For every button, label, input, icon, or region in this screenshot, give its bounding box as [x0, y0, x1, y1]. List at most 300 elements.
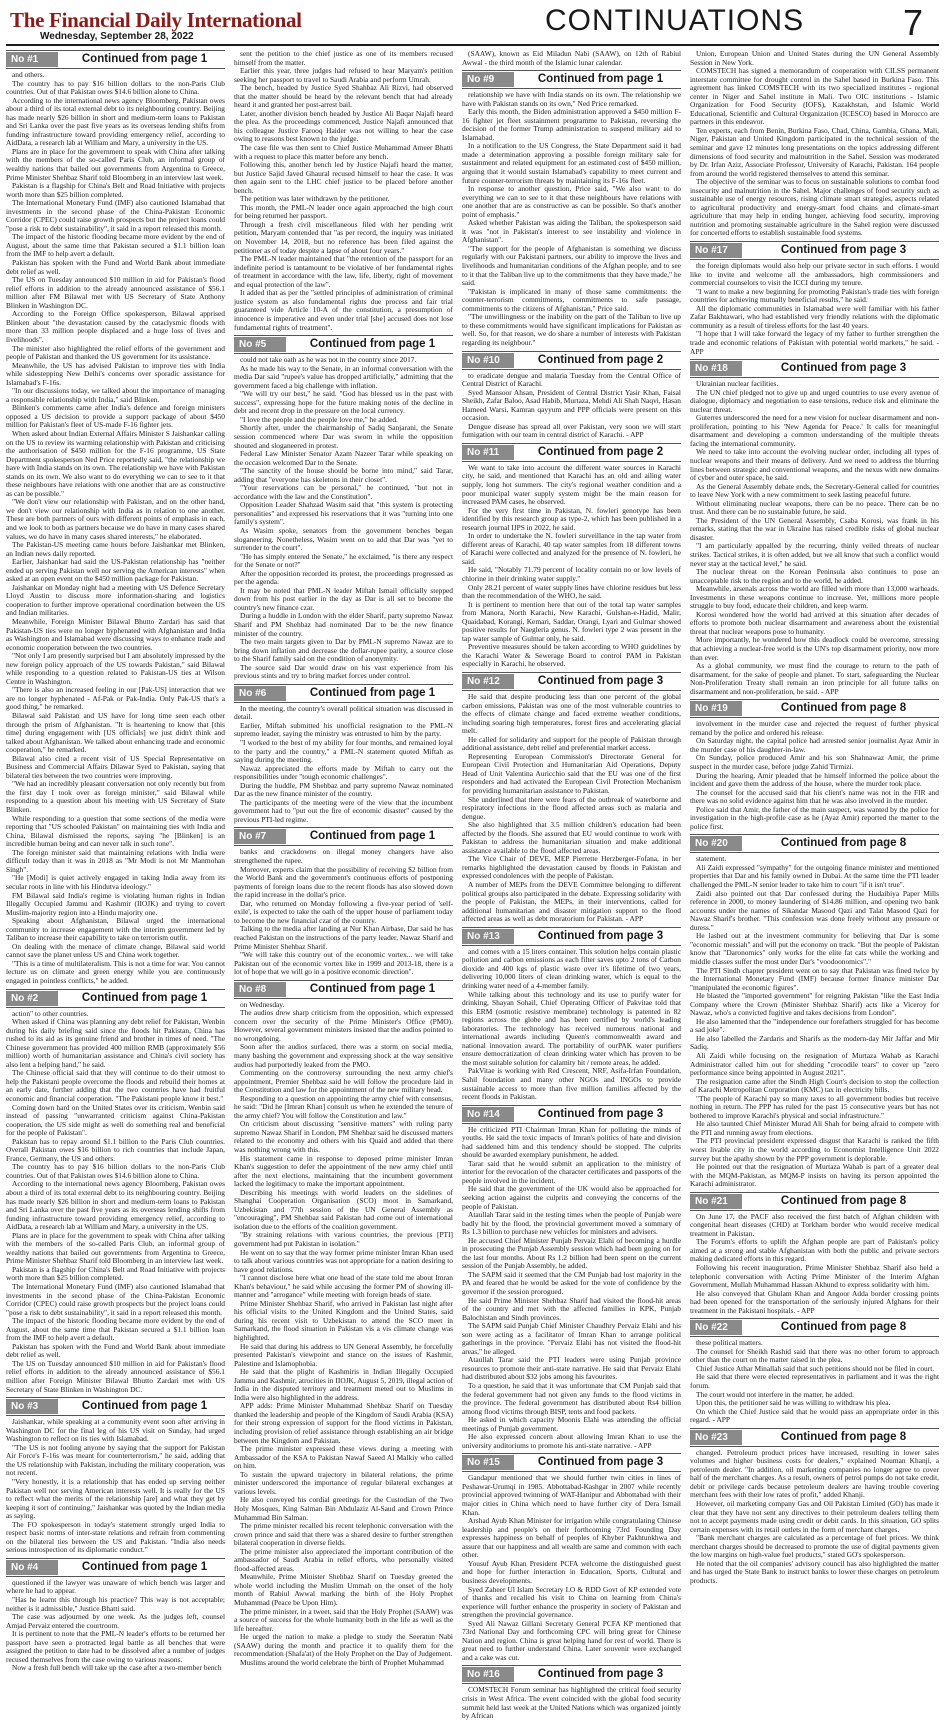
article-paragraph: Now a fresh full bench will take up the case after a two-member bench — [12, 1663, 222, 1673]
article-body — [234, 50, 453, 332]
article-paragraph: He called for solidarity and support for the people of Pakistan through additional assistance, debt relief and preferential market access. — [462, 734, 681, 753]
article-paragraph: relationship we have with India stands on its own. The relationship we have with Pakistan stands on its own," Ned Price remarked. — [462, 90, 681, 108]
story-number-tag: No #1 — [6, 52, 58, 67]
article-paragraph: Ataullah Tarar said the PTI leaders were using Punjab province resources to promote their anti-state narrative. He said that Pervaiz Elahi had distributed about $32 jobs among his favourites. — [462, 1355, 681, 1382]
continuation-header — [690, 359, 939, 378]
story-number-tag: No #9 — [462, 72, 514, 87]
article-continuation — [462, 351, 681, 440]
article-paragraph: The PTI provincial president expressed disgust that Karachi is ranked the fifth worst livable city in the world according to Economist Intelligence Unit 2022 survey but the apathy shown by the PPP government is deplorable. — [690, 1136, 939, 1163]
article-paragraph: "We had an incredibly pleasant conversation not only recently but from the first day I took over as foreign minister," said Bilawal while responding to a question about his meeting with US Secretary of State Blinken. — [6, 779, 225, 815]
article-paragraph: The US on Tuesday announced $10 million in aid for Pakistan's flood relief efforts in addition to the already announced assistance of $56.1 million after Foreign Minister Bilawal Bhutto Zardari met with US Secretary of State Blinken in Washington DC. — [6, 1358, 225, 1394]
article-paragraph: Ataullah Tarar said in the testing times when the people of Punjab were badly hit by the flood, the provincial government moved a summary of Rs 1.3 billion to purchase new vehicles for ministers and advisers. — [462, 1210, 681, 1237]
article-paragraph: these political matters. — [696, 1338, 763, 1348]
article-paragraph: Preventive measures should be taken according to WHO guidelines by the Karachi Water & Sewerage Board to control PAM in Pakistan especially in Karachi, he observed. — [462, 642, 681, 669]
article-continuation — [462, 1453, 681, 1662]
column-4 — [690, 49, 939, 1585]
continued-from-label: Continued from page 3 — [537, 1456, 664, 1469]
article-paragraph: On criticism about discussing "sensitive matters" with ruling party supremo Nawaz Sharif in London, PM Shehbaz said he discussed matters related to the economy and others with his Quaid and added that there was nothing wrong with this. — [234, 1119, 453, 1154]
article-paragraph: The impact of the historic flooding became more evident by the end of August, about the same time that Pakistan secured a $1.1 billion loan from the IMF to help avert a default. — [6, 232, 225, 259]
article-paragraph: The PML-N leader maintained that "the retention of the passport for an indefinite period is tantamount to be violative of her fundamental rights of treatment in accordance with the law, life, liberty, right of movement and equal protection of the law". — [234, 254, 453, 289]
article-paragraph: Syed Zaheer Ul Islam Secretary I.O & RDD Govt of KP extended vote of thanks and recalled his visit to China on learning from China's experience will further enhance the prosperity in society of Pakistan and strengthen the provincial governance. — [462, 1584, 681, 1620]
article-paragraph: Earlier this year, three judges had refused to hear Maryam's petition seeking her passport to travel to Saudi Arabia and perform Umrah. — [234, 66, 453, 84]
article-paragraph: Opposition Leader Shahzad Wasim said that "this system is protecting personalities" and expressed his reservations that it was "turning into one family's system". — [234, 500, 453, 527]
story-number-tag: No #18 — [690, 361, 742, 376]
article-paragraph: The case file was then sent to Chief Justice Muhammad Ameer Bhatti with a request to place this matter before any bench. — [234, 143, 453, 161]
continued-from-label: Continued from page 3 — [537, 929, 664, 942]
article-paragraph: (SAAW), known as Eid Miladun Nabi (SAAW), on 12th of Rabiul Awwal - the third month of the Islamic lunar calendar. — [462, 49, 681, 67]
article-body — [462, 693, 681, 924]
article-paragraph: He also conveyed that Ghulam Khan and Angoor Adda border crossing points had been opened for the transportation of the seriously injured Afghans for their treatment in the Pakistani hospitals. - APP — [690, 1288, 939, 1315]
article-paragraph: He said that the government of the UK would also be approached for seeking action against the culprits and conveying the concerns of the people of Pakistan. — [462, 1184, 681, 1211]
article-paragraph: Chief Justice Athar Minallah said that such petitions should not be filed in court. — [696, 1363, 935, 1373]
continuation-header — [462, 351, 681, 370]
article-paragraph: On dealing with the menace of climate change, Bilawal said world cannot save the planet unless US and China work together. — [6, 941, 225, 960]
article-paragraph: and comes with a 15 liters container. This solution helps contain plastic pollution and carbon emissions as each filter saves upto 2 tons of Carbon dioxide and 400 kgs of plastic waste over it's lifetime of two years, delivering 10,000 liters of clean drinking water, which is equal to the drinking water need of a 4-member family. — [462, 946, 681, 990]
story-number-tag: No #20 — [690, 836, 742, 851]
article-paragraph: Dar, who returned on Monday following a five-year period of 'self-exile', is expected to take the oath of the upper house of parliament today to become the new financial czar of the country. — [234, 898, 453, 925]
article-paragraph: Syed Mansoor Ahsan, President of Central District Yasir Khan, Faisal Sheikh, Zafar Baloo, Asad Habib, Murtaza, Mehdi Ali Shah Naqvi, Hasan Hameed Warsi, Kamran qayyum and PPP officials were present on this occasion. — [462, 387, 682, 423]
article-paragraph: Jaishankar, while speaking at a community event soon after arriving in Washington DC for the final leg of his US visit on Sunday, had urged Washington to reflect on its ties with Islamabad. — [6, 1417, 225, 1444]
article-paragraph: Ali Zaidi expressed "sympathy" for the outgoing finance minister and mentioned properties that Dar and his family owned in Dubai. At the same time the PTI leader challenged the PML-N senior leader to take him to court "if it isn't true". — [690, 862, 939, 890]
article-paragraph: changed. Petroleum product prices have increased, resulting in lower sales volumes and higher business costs for dealers," explained Nouman Khanji, a petroleum dealer. "In addition, oil marketing companies no longer agree to cover half of the merchant charges. As a result, owners of petrol pumps do not take credit, debit or privilege cards because petroleum dealers are having trouble covering merchant fees with their low rates of profit," added Khanji. — [690, 1447, 939, 1500]
article-paragraph: Muslims around the world celebrate the birth of Prophet Muhammad — [240, 1657, 444, 1667]
article-paragraph: The International Monetary Fund (IMF) also cautioned Islamabad that investments in the second phase of the China-Pakistan Economic Corridor (CPEC) could raise growth prospects but the project loans could "pose a risk to debt sustainability", it said in a report released this month. — [6, 198, 225, 233]
article-paragraph: Gandapur mentioned that we should further twin cities in lines of Peshawar-Urumqi in 1985. Abbottabad-Kashgar in 2007 while recently provincial approved twinning of WAT-Hanipur and Abbottabad with their major cities in China which need to have further city of Dera Ismail Khan. — [462, 1473, 681, 1517]
continuation-header — [6, 1558, 225, 1577]
continued-from-label: Continued from page 1 — [537, 73, 664, 86]
article-paragraph: The International Monetary Fund (IMF) also cautioned Islamabad that investments in the second phase of the China-Pakistan Economic Corridor (CPEC) could raise growth prospects but the project loans could "pose a risk to debt sustainability", it said in a report released this month. — [6, 1282, 225, 1317]
continued-from-label: Continued from page 3 — [537, 675, 664, 687]
continuation-header — [6, 989, 225, 1008]
article-paragraph: The minister also highlighted the relief efforts of the government and people of Pakistan and thanked the US government for its assistance. — [6, 343, 225, 362]
article-paragraph: His statement came in response to deposed prime minister Imran Khan's suggestion to defer the appointment of the new army chief until after the next elections, maintaining that the incumbent government lacked the legitimacy to make the important appointment. — [234, 1153, 453, 1189]
article-paragraph: Following his recent inauguration, Prime Minister Shehbaz Sharif also held a telephonic conversation with Acting Prime Minister of the Interim Afghan Government, Mullah Muhammad Hassan Akhund to express solidarity with him. — [690, 1263, 939, 1290]
article-paragraph: "There is also an increased feeling in our [Pak-US] interaction that we are no longer hyphenated - Af-Pak or Pak-India. Only Pak-US that's a good thing," he remarked. — [6, 685, 225, 712]
article-continuation — [462, 927, 681, 1102]
article-paragraph: "I hope that I will take forward the legacy of my father to further strengthen the trade and economic relations of Pakistan with potential world markets," he said. - APP — [690, 329, 939, 356]
article-paragraph: The foreign minister said that maintaining relations with India were difficult today than it was in 2018 as "Mr Modi is not Mr Manmohan Singh". — [6, 847, 225, 874]
article-paragraph: During the huddle, PM Shehbaz and party supremo Nawaz nominated Dar as the new finance minister of the country. — [234, 780, 453, 799]
article-paragraph: Later, another division bench headed by Justice Ali Baqar Najafi heard the plea. As the proceedings commenced, Justice Najafi announced that his colleague Justice Farooq Haider was not willing to hear the case owing to reasons best known to the judge. — [234, 108, 453, 144]
article-paragraph: Only 28.21 percent of water supply lines have chlorine residues but less than the recommendation of the WHO, he said. — [462, 582, 681, 601]
article-paragraph: "We don't view our relationship with Pakistan, and on the other hand, we don't view our relationship with India as in relation to one another. These are both partners of ours with different points of emphasis in each, and we look to both as partners because we do have in many cases shared values, we do have in many cases shared interests," he elaborated. — [6, 497, 225, 541]
article-paragraph: "Your reservations can be personal," he continued, "but not in accordance with the law and the Constitution". — [234, 483, 453, 501]
article-paragraph: As a global community, we must find the courage to return to the path of disarmament, for the sake of people and planet. To start, safeguarding the Nuclear Non-Proliferation Treaty shall remain an iron principle for all future talks on disarmament and non-proliferation, he said. - APP — [690, 661, 939, 696]
story-number-tag: No #16 — [462, 1667, 514, 1682]
article-paragraph: COMSTECH has signed a memorandum of cooperation with CILSS permanent interstate committee for drought control in the Sahel based in Burkina Faso. This agreement has linked COMSTECH with its two specialized institutes - regional center in Niger and Sahel institute in Mali. Two OIC institutions - Islamic Organization for Food Security (IOFS), Kazakhstan, and Islamic World Educational, Scientific and Cultural Organization (ICESCO) based in Morocco are partners in this endeavor. — [690, 66, 939, 127]
article-paragraph: He blasted the "imported government" for reigning Pakistan "like the East India Company where the Crown (Minister Shehbaz Sharif) acts like a Viceroy for Nawaz, who's a convicted fugitive and takes decisions from London". — [690, 991, 939, 1018]
article-paragraph: He criticized PTI Chairman Imran Khan for polluting the minds of youths. He said the toxic impacts of Imran's politics of hate and division had saddened him and this tendency should be stopped. The culprits should be awarded exemplary punishment, he added. — [462, 1124, 681, 1160]
continuation-header — [234, 335, 453, 354]
article-paragraph: Soon after the audios surfaced, there was a storm on social media, many bashing the government and expressing shock at the way sensitive audios had purportedly leaked from the PMO. — [234, 1042, 453, 1069]
article-paragraph: The prime minister, in a tweet, said that the Holy Prophet (SAAW) was a source of success for the whole humanity both in the life as well as the life hereafter. — [234, 1606, 453, 1633]
article-paragraph: Describing his meetings with world leaders on the sidelines of Shanghai Cooperation Organisation (SCO) moot in Samarkand, Uzbekistan and 77th session of the UN General Assembly as "encouraging", PM Shehbaz said Pakistan had come out of international isolation due to the efforts of the coalition government. — [234, 1187, 453, 1231]
article-paragraph: It may be noted that PML-N leader Miftah Ismail officially stepped down from his post earlier in the day as Dar is all set to become the country's new finance czar. — [234, 585, 453, 612]
article-paragraph: "By straining relations with various countries, the previous [PTI] government had put Pakistan in isolation." — [234, 1230, 453, 1248]
article-paragraph: The prime minister expressed these views during a meeting with Ambassador of the KSA to Pakistan Nawaf Saeed Al Malkiy who called on him. — [234, 1444, 453, 1471]
continued-from-label: Continued from page 8 — [780, 702, 907, 715]
article-paragraph: Dengue disease has spread all over Pakistan, very soon we will start fumigation with our team in central district of Karachi. - APP — [462, 421, 681, 440]
article-paragraph: The SAPM said Punjab Chief Minister Chaudhry Pervaiz Elahi and his son were acting as a facilitator of Imran Khan to arrange political gatherings in the province. "Pervaiz Elahi has not visited the flood-hit areas," he alleged. — [462, 1321, 681, 1356]
article-paragraph: Union, European Union and United States during the UN General Assembly Session in New York. — [690, 49, 939, 67]
article-paragraph: action" to other countries. — [12, 1008, 89, 1018]
article-paragraph: He noted that the oil companies' advisory council has also highlighted the matter and has urged the State Bank to instruct banks to lower these charges on petroleum products. — [690, 1558, 939, 1585]
story-number-tag: No #11 — [462, 445, 514, 460]
article-body — [6, 1579, 225, 1673]
article-paragraph: Pakistan is a flagship for China's Belt and Road Initiative with projects worth more than $25 billion completed. — [6, 181, 225, 199]
article-paragraph: Ten experts, each from Benin, Burkina Faso, Chad, China, Gambia, Ghana, Mali, Niger, Pakistan and United Kingdom participated in the technical session of the seminar and gave 12 minutes long presentations on the topics addressing different dimensions of food security and malnutrition in the Sahel. Session was moderated by Dr. Irfan Aziz, Associate Professor, University of Karachi, Pakistan. 164 people from around the world registered themselves to attend this seminar. — [690, 125, 939, 178]
article-paragraph: Bilawal also cited a recent visit of US Special Representative on Business and Commercial Affairs Dilawar Syed to Pakistan, saying that bilateral ties between the two countries were improving. — [6, 753, 225, 780]
article-paragraph: In the meeting, the country's overall political situation was discussed in detail. — [234, 703, 453, 722]
article-paragraph: The counsel for Sheikh Rashid said that there was no other forum to approach other than the court on the matter raised in the plea. — [690, 1346, 939, 1365]
article-continuation — [462, 70, 681, 347]
article-paragraph: to eradicate dengue and malaria Tuesday from the Central Office of Central District of Karachi. — [462, 370, 681, 389]
article-body — [690, 1213, 939, 1316]
article-paragraph: Pakistan has to repay around $1.1 billion to the Paris Club countries. Overall Pakistan owes $16 billion to rich countries that include Japan, France, Germany, the US and others. — [6, 1136, 225, 1163]
article-paragraph: On Sunday, police produced Amir and his son Shahnawaz Amir, the prime suspect in the murder case, before judge Zahid Tirmizi. — [690, 753, 939, 772]
article-paragraph: "We will try our best," he said. "God has blessed us in the past with success", expressing hope for the future making notes of the decline in debt and recent drop in the pressure on the local currency. — [234, 389, 453, 416]
story-number-tag: No #13 — [462, 929, 514, 944]
article-paragraph: Pakistan has spoken with the Fund and World Bank about immediate debt relief as well. — [6, 258, 225, 276]
continued-from-label: Continued from page 8 — [780, 1321, 907, 1334]
article-continuation — [234, 50, 453, 332]
article-continuation — [6, 1397, 225, 1555]
article-paragraph: Bilawal said Pakistan and US have for long time seen each other through the prism of Afghanistan. "It is heartening to know that [this time] during engagement with [US officials] we just didn't think and talked about Afghanistan. We talked about enhancing trade and economic cooperation," he remarked. — [6, 711, 225, 755]
continuation-header — [462, 1105, 681, 1124]
continuation-header — [462, 443, 681, 462]
story-number-tag: No #17 — [690, 243, 742, 258]
article-continuation — [234, 980, 453, 1668]
article-continuation — [6, 1558, 225, 1673]
article-paragraph: Yousuf Ayub Khan President PCFA welcome the distinguished guest and hope for further interaction in Education, Sports, Cultural and business developments. — [462, 1558, 681, 1585]
article-paragraph: The nuclear threat on the Korean Peninsula also continues to pose an unacceptable risk to the region and to the world, he added. — [690, 567, 939, 585]
article-paragraph: Meanwhile, Prime Minister Shehbaz Sharif on Tuesday greeted the whole world including the Muslim Ummah on the onset of the holy month of Rabiul Awwal marking the birth of the Holy Prophet Muhammad (Peace be Upon Him). — [234, 1572, 453, 1607]
article-paragraph: During the hearing, Amir pleaded that he himself informed the police about the incident and gave them the address of the house, where the murder took place. — [690, 770, 939, 789]
article-paragraph: The SAPM said it seemed that the CM Punjab had lost majority in the PA and feared that he would be asked for the vote of confidence by the governor if the session prorogued. — [462, 1269, 681, 1296]
article-body — [462, 50, 681, 67]
article-paragraph: The country has to pay $16 billion dollars to the non-Paris Club countries. Out of that Pakistan owes $14.6 billion alone to China. — [6, 1162, 225, 1180]
article-paragraph: The audios drew sharp criticism from the opposition, which expressed concern over the security of the Prime Minister's Office (PMO). However, several government ministers insisted that the audios pointed to no wrongdoing. — [234, 1008, 453, 1043]
article-paragraph: involvement in the murder case and rejected the request of further physical remand by the police and ordered his release. — [690, 719, 939, 737]
section-title: CONTINUATIONS — [545, 4, 805, 37]
article-paragraph: He also expressed concern about allowing Imran Khan to use the university auditoriums to promote his anti-state narrative. - APP — [462, 1432, 681, 1450]
article-paragraph: While talking about this technology and its use to purify water for drinking, Shayan Sohail, Chief Operating Officer of Pakvitae told that this ERM (osmotic resistive membrane) technology is patented in 82 regions across the globe and has been certified by world's leading laboratories. The technology has received numerous national and international awards including Queen's commonwealth award and national innovation award. The portability of ourPAK water purifiers ensure democratization of clean drinking water which has proven to be the most suitable solution for calamity hit / remote areas, he added. — [462, 989, 681, 1067]
continued-from-label: Continued from page 3 — [780, 362, 907, 375]
article-paragraph: It is pertinent to note that the PML-N leader's efforts to be returned her passport have seen a protracted legal battle as all benches that were assigned the petition to date had to be dissolved after a number of judges recused themselves from the case owing to various reasons. — [6, 1629, 225, 1664]
continued-from-label: Continued from page 1 — [309, 686, 436, 699]
article-paragraph: Commenting on the controversy surrounding the next army chief's appointment, Premier Shehbaz said he will follow the procedure laid in the Constitution and law for the appointment of the new military head. — [234, 1068, 453, 1095]
story-number-tag: No #3 — [6, 1399, 58, 1414]
article-continuation — [690, 1192, 939, 1316]
story-number-tag: No #23 — [690, 1430, 742, 1445]
article-paragraph: The source said Dar would draw on his vast experience from his previous stints and try to bring market forces under control. — [234, 662, 453, 681]
article-paragraph: On Saturday night, the capital police had arrested senior journalist Ayaz Amir in the murder case of his daughter-in-law. — [690, 736, 939, 754]
article-paragraph: When asked if China was planning any debt relief for Pakistan, Wenbin during his daily briefing said since the floods hit Pakistan, China has rushed to its aid as its genuine friend and brother in times of need. "The Chinese government has provided 400 million RMB (approximately $56 million) worth of humanitarian assistance and China's civil society has also lent a helping hand," he said. — [6, 1017, 225, 1069]
article-paragraph: According to the Foreign Office spokesperson, Bilawal apprised Blinken about "the devastation caused by the cataclysmic floods with more than 33 million people displaced and a huge loss of lives and livelihoods". — [6, 309, 225, 344]
story-number-tag: No #7 — [234, 829, 286, 844]
article-paragraph: on Wednesday. — [240, 999, 285, 1009]
article-continuation — [690, 50, 939, 238]
article-paragraph: Earlier, Miftah submitted his unofficial resignation to the PML-N supremo leader, saying the ministry was entrusted to him by the party. — [234, 720, 453, 739]
article-body — [690, 262, 939, 356]
story-number-tag: No #21 — [690, 1194, 742, 1209]
article-paragraph: "We will take this country out of the economic vortex... we will take Pakistan out of the economic vortex like in 1999 and 2013-18, there is a lot of hope that we will go in a positive economic direction". — [234, 950, 453, 977]
article-paragraph: He said that there were elected representatives in parliament and it was the right forum. — [690, 1372, 939, 1391]
article-body — [234, 1001, 453, 1668]
article-paragraph: Following this, another bench led by Justice Najafi heard the matter, but Justice Sajid Javed Ghaural recused himself to hear the case. It was then again sent to the LHC chief justice to be placed before another bench. — [234, 160, 453, 195]
article-paragraph: He also conveyed his cordial greetings for the Custodian of the Two Holy Mosques, King Salman Bin Abdulaziz Al-Saud and Crown Prince Muhammad Bin Salman. — [234, 1495, 453, 1522]
article-continuation — [462, 1665, 681, 1720]
article-paragraph: To sustain the upward trajectory in bilateral relations, the prime minister underscored the importance of regular bilateral exchanges at various levels. — [234, 1469, 453, 1496]
article-paragraph: banks and crackdowns on illegal money changers have also strengthened the rupee. — [234, 847, 453, 866]
article-paragraph: "He has simply entered the Senate," he exclaimed, "is there any respect for the Senate or not?" — [234, 551, 453, 570]
article-paragraph: Blinken's comments came after India's defence and foreign ministers opposed a US decision to provide a support package of about $450 million for Pakistan's fleet of US-made F-16 fighter jets. — [6, 403, 225, 430]
story-number-tag: No #22 — [690, 1320, 742, 1335]
column-2 — [234, 49, 453, 1667]
continuation-header — [690, 1192, 939, 1211]
article-paragraph: Meanwhile, the US has advised Pakistan to improve ties with India while sidestepping New Delhi's concerns over sporadic assistance for Islamabad's F-16s. — [6, 360, 225, 387]
article-continuation — [234, 335, 453, 681]
continuation-header — [690, 834, 939, 853]
continuation-header — [234, 827, 453, 846]
article-paragraph: "Has he learnt this through his practice? This way is not acceptable; neither is it admissible," Justice Bhatti said. — [6, 1594, 225, 1613]
article-paragraph: Federal Law Minister Senator Azam Nazeer Tarar while speaking on the occasion welcomed Dar to the Senate. — [234, 449, 453, 467]
article-paragraph: COMSTECH Forum seminar has highlighted the critical food security crisis in West Africa. The event coincided with the global food security summit held last week at the United Nations which was organized jointly by African — [462, 1685, 681, 1721]
article-paragraph: Moreover, experts claim that the possibility of receiving $2 billion from the World Bank and the government's continuous efforts of postponing payments of foreign loans due to the recent floods has also slowed down the rapid increase in the dollar's price. — [234, 864, 453, 900]
continued-from-label: Continued from page 1 — [309, 982, 436, 995]
article-paragraph: "The unwillingness or the inability on the part of the Taliban to live up to these commitments would have significant implications for Pakistan as well. So, for that reason, we do share a number of interests with Pakistan regarding its neighbour." — [462, 312, 681, 347]
article-paragraph: Ukrainian nuclear facilities. — [696, 379, 779, 389]
story-number-tag: No #19 — [690, 701, 742, 716]
article-paragraph: Coming down hard on the United States over its criticism, Wenbin said instead of passing "unwarranted criticism against China-Pakistan cooperation, the US side might as well do something real and beneficial for the people of Pakistan". — [6, 1102, 225, 1138]
article-paragraph: "Pakistan is implicated in many of those same commitments: the counter-terrorism commitments, commitments to safe passage, commitments to the citizens of Afghanistan," Price said. — [462, 286, 681, 313]
article-body — [462, 91, 681, 347]
story-number-tag: No #2 — [6, 991, 58, 1006]
article-body — [234, 705, 453, 825]
article-continuation — [690, 241, 939, 356]
masthead — [0, 0, 945, 44]
article-paragraph: During a huddle in London with the elder Sharif, party supremo Nawaz Sharif and PM Shehbaz had nominated Dar to be the new finance minister of the country. — [234, 611, 453, 638]
continuation-header — [690, 241, 939, 260]
article-paragraph: On which the Chief Justice said that he would pass an appropriate order in this regard. - APP — [690, 1406, 939, 1425]
article-paragraph: For the very first time in Pakistan, N. fowleri genotype has been identified by this research group as type-2, which has been published in a research journal IJPS in 2022, he said. — [462, 505, 681, 532]
continued-from-label: Continued from page 1 — [81, 53, 208, 65]
continued-from-label: Continued from page 3 — [780, 244, 907, 257]
article-body — [690, 50, 939, 238]
article-paragraph: "Not only I am presently surprised but I am absolutely impressed by the new foreign policy approach of the US towards Pakistan," said Bilawal while responding to a question related to Pakistan-US ties at Wilson Centre in Washington. — [6, 651, 225, 686]
article-body — [690, 1449, 939, 1586]
article-paragraph: PakVitae is working with Red Crescent, NRF, Asifa-Irfan Foundation, Sahil foundation and many other NGOs and INGOs to provide sustainable access to more than five million families affected by the recent floods in Pakistan. — [462, 1066, 681, 1102]
article-paragraph: It added that as per the "settled principles of administration of criminal justice system as also fundamental rights due process and fair trial guaranteed vide Article 10-A of the constitution, a presumption of innocence is imperative and even under trial [she] accused does not lose fundamental rights of treatment". — [234, 288, 453, 332]
article-paragraph: sent the petition to the chief justice as one of its members recused himself from the matter. — [234, 49, 453, 67]
continuation-header — [234, 980, 453, 999]
continuation-header — [690, 1428, 939, 1447]
article-paragraph: Jaishankar on Monday night had a meeting with US Defence Secretary Lloyd Austin to discuss more information-sharing and logistics cooperation to further improve operational coordination between the US and Indian militaries. — [6, 582, 225, 618]
article-paragraph: Early this month, the Biden administration approved a $450 million F-16 fighter jet fleet sustainment programme to Pakistan, reversing the decision of the former Trump administration to suspend military aid to Islamabad. — [462, 107, 681, 142]
article-paragraph: "In our discussions today, we talked about the importance of managing a responsible relationship with India," said Blinken. — [6, 386, 225, 404]
story-number-tag: No #8 — [234, 982, 286, 997]
article-continuation — [462, 1105, 681, 1451]
article-continuation — [462, 672, 681, 924]
article-paragraph: He said, "Notably 71.79 percent of locality contain no or low levels of chlorine in their drinking water supply." — [462, 565, 681, 583]
article-paragraph: He said that during his address to UN General Assembly, he forcefully presented Pakistan's viewpoint and stance on the issues of Kashmir, Palestine and Islamophobia. — [234, 1341, 453, 1368]
article-paragraph: "The people of Karachi pay so many taxes to all government bodies but receive nothing in return. The PPP has ruled for the past 15 consecutive years but has not bothered to improve Karachi's physical and social infrastructure." — [690, 1093, 939, 1120]
article-paragraph: "Bank merchant charges are calculated as a percentage of fuel prices. We think merchant charges should be decreased to promote the use of digital payments given the low margins on high-value fuel products," stated GO's spokesperson. — [690, 1533, 939, 1560]
article-body — [690, 720, 939, 831]
continued-from-label: Continued from page 1 — [81, 1400, 208, 1413]
article-paragraph: Upon this, the petitioner said he was willing to withdraw his plea. — [696, 1398, 891, 1408]
article-paragraph: Police said that Amir, the father of the main suspect, was wanted by the police for investigation in the high-profile case as he (Ayaz Amir) reported the matter to the police first. — [690, 804, 939, 831]
story-number-tag: No #14 — [462, 1107, 514, 1122]
article-paragraph: While responding to a question that some sections of the media were reporting that "US schooled Pakistan" on maintaining ties with India and China, Bilawal dismissed the reports, saying "he [Blinken] is an incredible human being and can never talk in such tone". — [6, 813, 225, 849]
story-number-tag: No #15 — [462, 1455, 514, 1470]
continued-from-label: Continued from page 1 — [81, 991, 208, 1004]
article-paragraph: FM Bilawal said India's regime is violating human rights in Indian Illegally Occupied Jammu and Kashmir (IIOJK) and trying to covert Muslim-majority region into a Hindu majority one. — [6, 890, 225, 917]
continuation-header — [462, 1665, 681, 1684]
article-body — [462, 372, 681, 440]
article-paragraph: She also highlighted that 3.5 million children's education had been affected by the floods. She assured that EU would continue to work with Pakistan to address the humanitarian situation and make additional assistance available to the flood affected areas. — [462, 820, 681, 855]
article-continuation — [6, 989, 225, 1395]
article-continuation — [462, 50, 681, 67]
article-paragraph: Meanwhile, arsenals across the world are filled with more than 13,000 warheads. Investments in these weapons continue to increase. Yet, millions more people struggle to buy food, educate their children, and keep warm. — [690, 584, 939, 611]
article-paragraph: Talking to the media after landing at Nur Khan Airbase, Dar said he has reached Pakistan on the instructions of the party leader, Nawaz Sharif and Prime Minister Shehbaz Sharif. — [234, 924, 453, 951]
article-paragraph: He said that despite producing less than one percent of the global carbon emissions, Pakistan was one of the most vulnerable countries to the effects of climate change and faced extreme weather conditions, including soaring high temperatures, forest fires and accelerating glacial melt. — [462, 692, 681, 736]
article-paragraph: The bench, headed by Justice Syed Shahbaz Ali Rizvi, had observed that the matter should be heard by the relevant bench that had already heard it and granted her post-arrest bail. — [234, 83, 453, 110]
article-paragraph: APP adds: Prime Minister Muhammad Shehbaz Sharif on Tuesday thanked the leadership and people of the Kingdom of Saudi Arabia (KSA) for their strong expression of support for the flood victims in Pakistan, including provision of relief assistance through establishing an air bridge between the Kingdom and Pakistan. — [234, 1401, 453, 1445]
article-body — [6, 1010, 225, 1395]
article-body — [462, 1686, 681, 1720]
continuation-header — [690, 1318, 939, 1337]
article-paragraph: He also taunted Chief Minister Murad Ali Shah for being afraid to compete with the PTI and running away from elections. — [690, 1119, 939, 1137]
article-paragraph: "The sanctity of the house should be borne into mind," said Tarar, adding that "everyone has skeletons in their closet". — [234, 466, 453, 484]
article-paragraph: All the diplomatic communities in Islamabad were well familiar with his father Zafar Bakhtawari, who had established very friendly relations with the diplomatic community as a result of tireless efforts for the last 40 years. — [690, 303, 939, 330]
page-number: 7 — [903, 2, 924, 43]
article-paragraph: He accused Chief Minister Punjab Pervaiz Elahi of becoming a hurdle in prosecuting the Punjab Assembly session which had been going on for the last four months. About Rs 1.2 billion had been spent on the current session of the Punjab Assembly, he added. — [462, 1235, 681, 1271]
continued-from-label: Continued from page 8 — [780, 1430, 907, 1443]
article-paragraph: could not take oath as he was not in the country since 2017. — [240, 355, 417, 365]
story-number-tag: No #12 — [462, 674, 514, 689]
article-paragraph: Syed Ali Nawaz Gillani Secretary General PCFA KP mentioned that 73rd National Day and forthcoming CPC will bring great for Chinese Nation and region. China is great helping hand for rest of world. There is great need to further understand China. Later souvenir were exchanged and a cake was cut. — [462, 1618, 681, 1662]
story-number-tag: No #5 — [234, 337, 286, 352]
article-paragraph: "I want to make a new beginning for promoting Pakistan's trade ties with foreign countries for achieving mutually beneficial results," he said. — [690, 286, 939, 305]
article-paragraph: Arshad Ayub Khan Minister for irrigation while congratulating Chinese leadership and people's on their forthcoming 73rd Founding Day expresses happiness on behalf of peoples of Khyber Pakhtunkhwa and assure that our happiness and all wealth are same and common with each other. — [462, 1516, 681, 1560]
article-paragraph: "This is a time of multilateralism. This is not a time for war. You cannot lecture us on climate and green energy while you are continuously engaged in pointless conflicts," he added. — [6, 958, 225, 985]
article-paragraph: The US on Tuesday announced $10 million in aid for Pakistan's flood relief efforts in addition to the already announced assistance of $56.1 million after FM Bilawal met with US Secretary of State Anthony Blinken in Washington DC. — [6, 275, 225, 310]
article-paragraph: Shortly after, under the chairmanship of Sadiq Sanjarani, the Senate session commenced where Dar was sworn in while the opposition shouted and sloganeered in protest. — [234, 423, 453, 450]
article-body — [462, 948, 681, 1102]
article-paragraph: He said Prime Minister Shehbaz Sharif had visited the flood-hit areas of the country and met with the affected families in KPK, Punjab Balochistan and Sindh provinces. — [462, 1295, 681, 1322]
article-body — [6, 1418, 225, 1555]
article-paragraph: The court would not interfere in the matter, he added. — [696, 1389, 854, 1399]
article-paragraph: He said that the plight of Kashmiris in Indian Illegally Occupied Jammu and Kashmir, atrocities in IIOJK, August 5, 2019, illegal action of India in the disputed territory and treatment meted out to Muslims in India were also highlighted in the address. — [234, 1367, 453, 1402]
article-paragraph: "He [Modi] is quiet actively engaged in taking India away from its secular roots in line with his Hindutva ideology." — [6, 873, 225, 891]
article-paragraph: He lashed out at the investment community for believing that Dar is some "economic messiah" and will put the economy on track. "But the people of Pakistan know that "Daronomics" only works for the elite fat cats while the working and middle classes suffer the most under Dar's "voodoonomics"." — [690, 931, 939, 966]
article-continuation — [690, 699, 939, 831]
article-paragraph: He urged the nation to make a pledge to study the Seeratun Nabi (SAAW) during the month and practice it to qualify them for the recommendation (Shafa'at) of the Holy Prophet on the Day of Judgement. — [234, 1632, 453, 1659]
article-paragraph: Earlier, Jaishankar had said the US-Pakistan relationship has "neither ended up serving Pakistan well nor serving the American interests" when asked at an open event on the $450 million package for Pakistan. — [6, 557, 225, 584]
continued-from-label: Continued from page 1 — [309, 830, 436, 843]
article-body — [234, 356, 453, 681]
article-paragraph: After the opposition recorded its protest, the proceedings progressed as per the agenda. — [234, 568, 453, 587]
continuation-header — [6, 50, 225, 69]
continued-from-label: Continued from page 2 — [537, 353, 664, 366]
article-paragraph: Zaidi also pointed out that Dar confessed during the Hudaibiya Paper Mills reference in 2000, to money laundering of $14.86 million, and opening two bank accounts under the names of Sikandar Masood Qazi and Talat Masood Qazi for Nawaz Sharif's brother. "This confession was done freely without any pressure or duress." — [690, 888, 939, 932]
continuation-header — [234, 684, 453, 703]
article-paragraph: The FO spokesperson in today's statement strongly urged India to respect basic norms of inter-state relations and refrain from commenting on the bilateral ties between the US and Pakistan. "India also needs serious introspection of its diplomatic conduct." — [6, 1519, 225, 1555]
continuation-header — [462, 1453, 681, 1472]
article-paragraph: Responding to a question on appointing the army chief with consensus, he said: "Did he [Imran Khan] consult us when he extended the tenure of the army chief? You will follow the Constitution and law." — [234, 1093, 453, 1120]
article-paragraph: However, oil marketing company Gas and Oil Pakistan Limited (GO) has made it clear that they have not sent any directives to their petroleum dealers telling them not to accept payments made using credit or debit cards. In this situation, GO splits certain expenses with its retail outlets in the form of merchant charges. — [690, 1499, 939, 1534]
article-paragraph: The resignation came after the Sindh High Court's decision to stop the collection of Karachi Metropolitan Corporation (KMC) tax in electricity bills. — [690, 1076, 939, 1095]
article-paragraph: Plans are in place for the government to speak with China after talking with the members of the so-called Paris Club, an informal group of wealthy nations that bailed out governments from Argentina to Greece, Prime Minister Shehbaz Sharif told Bloomberg in an interview last week. — [6, 1230, 225, 1266]
article-paragraph: The petition was later withdrawn by the petitioner. — [240, 194, 390, 204]
continuation-header — [462, 70, 681, 89]
article-paragraph: The case was adjourned by one week. As the judges left, counsel Amjad Pervaiz entered the courtroom. — [6, 1612, 225, 1630]
article-paragraph: "The US is not fooling anyone by saying that the support for Pakistan Air Force's F-16s was meant for counterterrorism," he said, adding that the US relationship with Pakistan, including the military cooperation, was not recent. — [6, 1442, 225, 1478]
article-paragraph: The two main targets given to Dar by PML-N supremo Nawaz are to bring down inflation and decrease the dollar-rupee parity, a source close to the Sharif family said on the condition of anonymity. — [234, 637, 453, 664]
article-body — [462, 1474, 681, 1662]
article-paragraph: The President of the UN General Assembly, Csaba Korosi, was frank in his remarks, stating that the war in Ukraine has raised credible risks of global nuclear disaster. — [690, 515, 939, 542]
article-paragraph: Representing European Commission's Directorate General for European Civil Protection and Humanitarian Aid Operations, Deputy Head of Unit Valentina Auricchio said that the EU was one of the first responders and had activated the European Civil Protection Mechanism for providing humanitarian assistance to Pakistan. — [462, 751, 681, 796]
article-paragraph: The impact of the historic flooding became more evident by the end of August, about the same time that Pakistan secured a $1.1 billion loan from the IMF to help avert a default. — [6, 1316, 225, 1343]
article-paragraph: Nawaz appreciated the efforts made by Miftah to carry out the responsibilities under "tough economic challenges". — [234, 763, 453, 782]
article-paragraph: He asked in which capacity Moonis Elahi was attending the official meetings of Punjab government. — [462, 1415, 681, 1433]
article-paragraph: Prime Minister Shehbaz Sharif, who arrived in Pakistan last night after his official visits to the United Kingdom and the United States, said during his recent visit to Uzbekistan to attend the SCO meet in Samarkand, the flood situation in Pakistan vis a vis climate change was highlighted. — [234, 1298, 453, 1343]
article-paragraph: In a notification to the US Congress, the State Department said it had made a determination approving a possible foreign military sale for sustainment and related equipment for an estimated cost of $450 million, arguing that it would sustain Islamabad's capability to meet current and future counter-terrorism threats by maintaining its F-16s fleet. — [462, 141, 681, 185]
article-paragraph: As Wasim spoke, senators from the government benches began sloganeering. Nonetheless, Wasim went on to add that Dar was "yet to surrender to the court". — [234, 525, 453, 553]
newspaper-title: The Financial Daily International — [10, 8, 302, 32]
article-paragraph: the foreign diplomats would also help our private sector in such efforts. I would like to invite and welcome all the ambassadors, high commissioners and commercial counselors to visit the ICCI during my tenure. — [690, 261, 939, 288]
article-paragraph: As the General Assembly debate ends, the Secretary-General called for countries to leave New York with a new commitment to seek lasting peaceful future. — [690, 481, 939, 500]
continued-from-label: Continued from page 8 — [780, 837, 907, 850]
article-paragraph: "Very honestly, it is a relationship that has ended up serving neither Pakistan well nor serving American interests well. It is really for the US to reflect what the merits of the relationship [are] and what they get by keeping it sort of continuing," Jaishankar was quoted by the Indian media as saying. — [6, 1476, 225, 1521]
continued-from-label: Continued from page 1 — [81, 1560, 208, 1573]
continuation-header — [462, 927, 681, 946]
article-paragraph: "I am particularly appalled by the recurring, thinly veiled threats of nuclear strikes. Tactical strikes, it is often added, but we all know that such a conflict would never stay at the tactical level," he said. — [690, 541, 939, 568]
article-paragraph: Through a fresh civil miscellaneous filed with her pending writ petition, Maryam contended that "as per record, the inquiry was initiated on November 14, 2018, but no reference has been filed against the petitioner as of today despite a lapse of about four years." — [234, 219, 453, 255]
article-paragraph: Tarar said that he would submit an application to the ministry of interior for the revocation of the character certificates and passports of the people involved in the incident. — [462, 1158, 681, 1185]
publication-date: Wednesday, September 28, 2022 — [40, 31, 194, 42]
continued-from-label: Continued from page 3 — [537, 1107, 664, 1120]
article-body — [690, 855, 939, 1188]
column-3 — [462, 49, 682, 1721]
article-paragraph: Korosi wondered how the world had arrived at this situation after decades of efforts to promote both nuclear disarmament and awareness about the existential threat that nuclear weapons pose to humanity. — [690, 609, 939, 636]
article-paragraph: Plans are in place for the government to speak with China after talking with the members of the so-called Paris Club, an informal group of wealthy nations that bailed out governments from Argentina to Greece, Prime Minister Shehbaz Sharif told Bloomberg in an interview last week. — [6, 146, 225, 182]
article-paragraph: The UN chief pledged not to give up and urged countries to use every avenue of dialogue, diplomacy and negotiation to ease tensions, reduce risk and eliminate the nuclear threat. — [690, 387, 939, 414]
article-paragraph: statement. — [696, 854, 727, 864]
article-paragraph: The participants of the meeting were of the view that the incumbent government had to "put out the fire of economic disaster" caused by the previous PTI-led regime. — [234, 797, 453, 824]
article-paragraph: He also lamented that the "independence our forefathers struggled for has become a sad joke". — [690, 1016, 939, 1035]
article-paragraph: Ali Zaidi while focusing on the resignation of Murtaza Wahab as Karachi Administrator called him out for shedding "crocodile tears" to cover up "zero performance since being appointed in August 2021". — [690, 1050, 939, 1078]
article-paragraph: In response to another question, Price said, "We also want to do everything we can to see to it that these neighbours have relations with one another that are as constructive as can be possible. So that's another point of emphasis." — [462, 184, 681, 219]
article-continuation — [690, 1428, 939, 1586]
article-paragraph: According to the international news agency Bloomberg, Pakistan owes about a third of its total external debt to its neighbouring country. Beijing has made nearly $26 billion in short and medium-term loans to Pakistan and Sri Lanka over the past five years as its overseas lending shifts from funding infrastructure toward providing emergency relief, according to AidData, a research lab at William and Mary, a university in the US. — [6, 95, 225, 148]
article-paragraph: She underlined that there were fears of the outbreak of waterborne and respiratory infections in the flood affected areas such as malaria and dengue. — [462, 794, 681, 821]
article-continuation — [462, 443, 681, 669]
article-paragraph: The Vice Chair of DEVE, MEP Pierrette Herzberger-Fofana, in her remarks highlighted the devastation caused by floods in Pakistan and expressed condolences with the people of Pakistan. — [462, 854, 681, 881]
article-body — [462, 1126, 681, 1451]
article-paragraph: We want to take into account the different water sources in Karachi city, he said, and mentioned that Karachi has an old and ailing water supply, long hot summers. The city's regional weather condition and a poor municipal water supply system might be the main reason for increased PAM cases, he observed. — [462, 462, 681, 507]
article-paragraph: Asked whether Pakistan was aiding the Taliban, the spokesperson said it was "not in Pakistan's interest to see instability and violence in Afghanistan". — [462, 218, 681, 245]
continued-from-label: Continued from page 8 — [780, 1194, 907, 1207]
article-paragraph: The objective of the seminar was to focus on sustainable solutions to combat food insecurity and malnutrition in the Sahel. Major challenges of food security such as sustainable use of energy resources, rising climate smart strategies, aspects related to agricultural productivity and energy-smart food chains and climate-smart agriculture that may help in ending hunger, achieving food security, improving nutrition and promoting sustainable agriculture in the Sahel region were discussed for concerted efforts to establish sustainable food systems. — [690, 177, 939, 238]
column-1 — [6, 50, 225, 1673]
story-number-tag: No #6 — [234, 686, 286, 701]
article-paragraph: It is pertinent to mention here that out of the total tap water samples from Manora, North Karachi, New Karachi, Gulshan-e-Hadid, Malir, Quaidabad, Korangi, Kemari, Saddar, Orangi, Lyari and Gulmar showed positive results for Naegleria genus. N. fowleri type 2 was present in the tap water sample of Gulmar only, he said. — [462, 599, 681, 643]
article-paragraph: The prime minister also appreciated the important contribution of the ambassador of Saudi Arabia in relief efforts, who personally visited flood-affected areas. — [234, 1546, 453, 1573]
article-paragraph: We need to take into account the evolving nuclear order, including all types of nuclear weapons and their means of delivery. And we need to address the blurring lines between strategic and conventional weapons, and the nexus with new domains of cyber and outer space, he said. — [690, 447, 939, 483]
article-paragraph: Pakistan is a flagship for China's Belt and Road Initiative with projects worth more than $25 billion completed. — [6, 1264, 225, 1283]
